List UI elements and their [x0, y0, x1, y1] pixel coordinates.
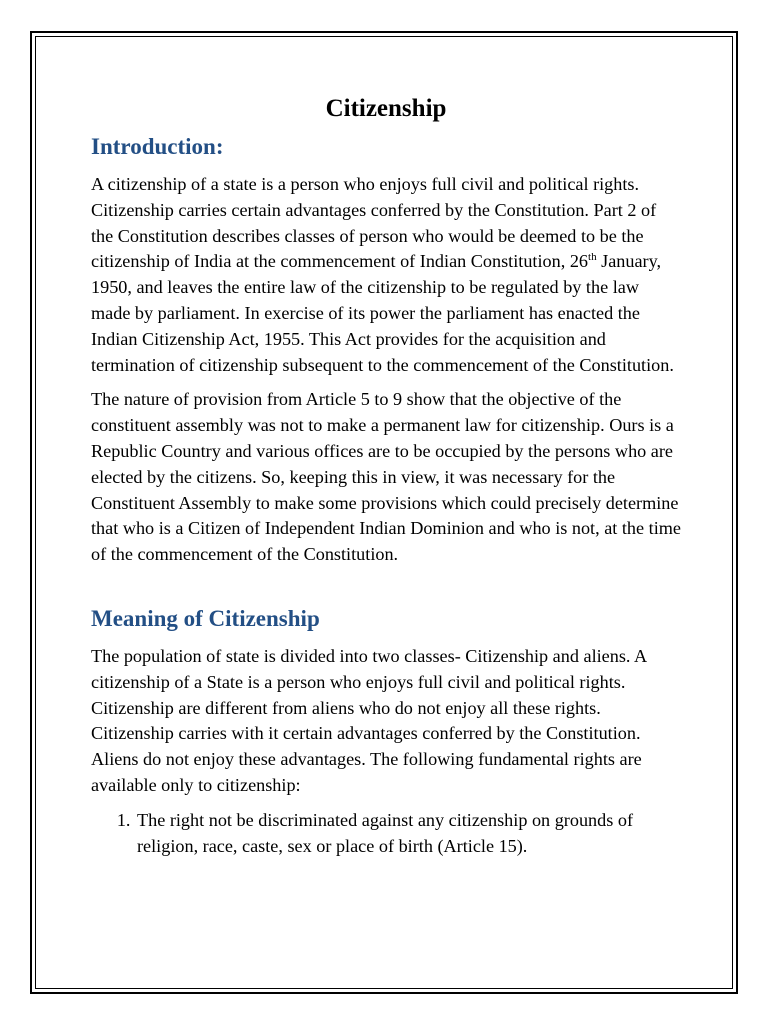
intro-paragraph-1-text-b: January, 1950, and leaves the entire law of the citizenship to be regulated by the law made by parliament. In exercise of its power the parliament has enacted the Indian Citizenship Act, 1955. This Act provides for the acquisition and termination of citizenship subsequent to the commencement of the Constitution.	[91, 251, 674, 375]
section-heading-introduction: Introduction:	[91, 134, 224, 159]
list-item: 1. The right not be discriminated against any citizenship on grounds of religion, race, caste, sex or place of birth (Article 15).	[135, 808, 681, 860]
intro-paragraph-1	[91, 172, 681, 378]
meaning-paragraph-1: The population of state is divided into two classes- Citizenship and aliens. A citizenship of a State is a person who enjoys full civil and political rights. Citizenship are different from aliens who do not enjoy all these rights. Citizenship carries with it certain advantages conferred by the Constitution. Aliens do not enjoy these advantages. The following fundamental rights are available only to citizenship:	[91, 645, 647, 795]
section-heading-meaning: Meaning of Citizenship	[91, 605, 320, 631]
intro-paragraph-2: The nature of provision from Article 5 to 9 show that the objective of the constituent assembly was not to make a permanent law for citizenship. Ours is a Republic Country and various offices are to be occupied by the persons who are elected by the citizens. So, keeping this in view, it was necessary for the Constituent Assembly to make some provisions which could precisely determine that who is a Citizen of Independent Indian Dominion and who is not, at the time of the commencement of the Constitution.	[91, 389, 681, 565]
document-body	[91, 92, 681, 859]
intro-paragraph-1-text-a: A citizenship of a state is a person who enjoys full civil and political rights. Citizenship carries certain advantages conferred by the Constitution. Part 2 of the Constitution describes classes of person who would be deemed to be the citizenship of India at the commencement of Indian Constitution, 26	[91, 174, 657, 272]
rights-list	[91, 808, 681, 860]
ordinal-suffix: th	[588, 251, 597, 264]
document-title: Citizenship	[325, 95, 447, 122]
